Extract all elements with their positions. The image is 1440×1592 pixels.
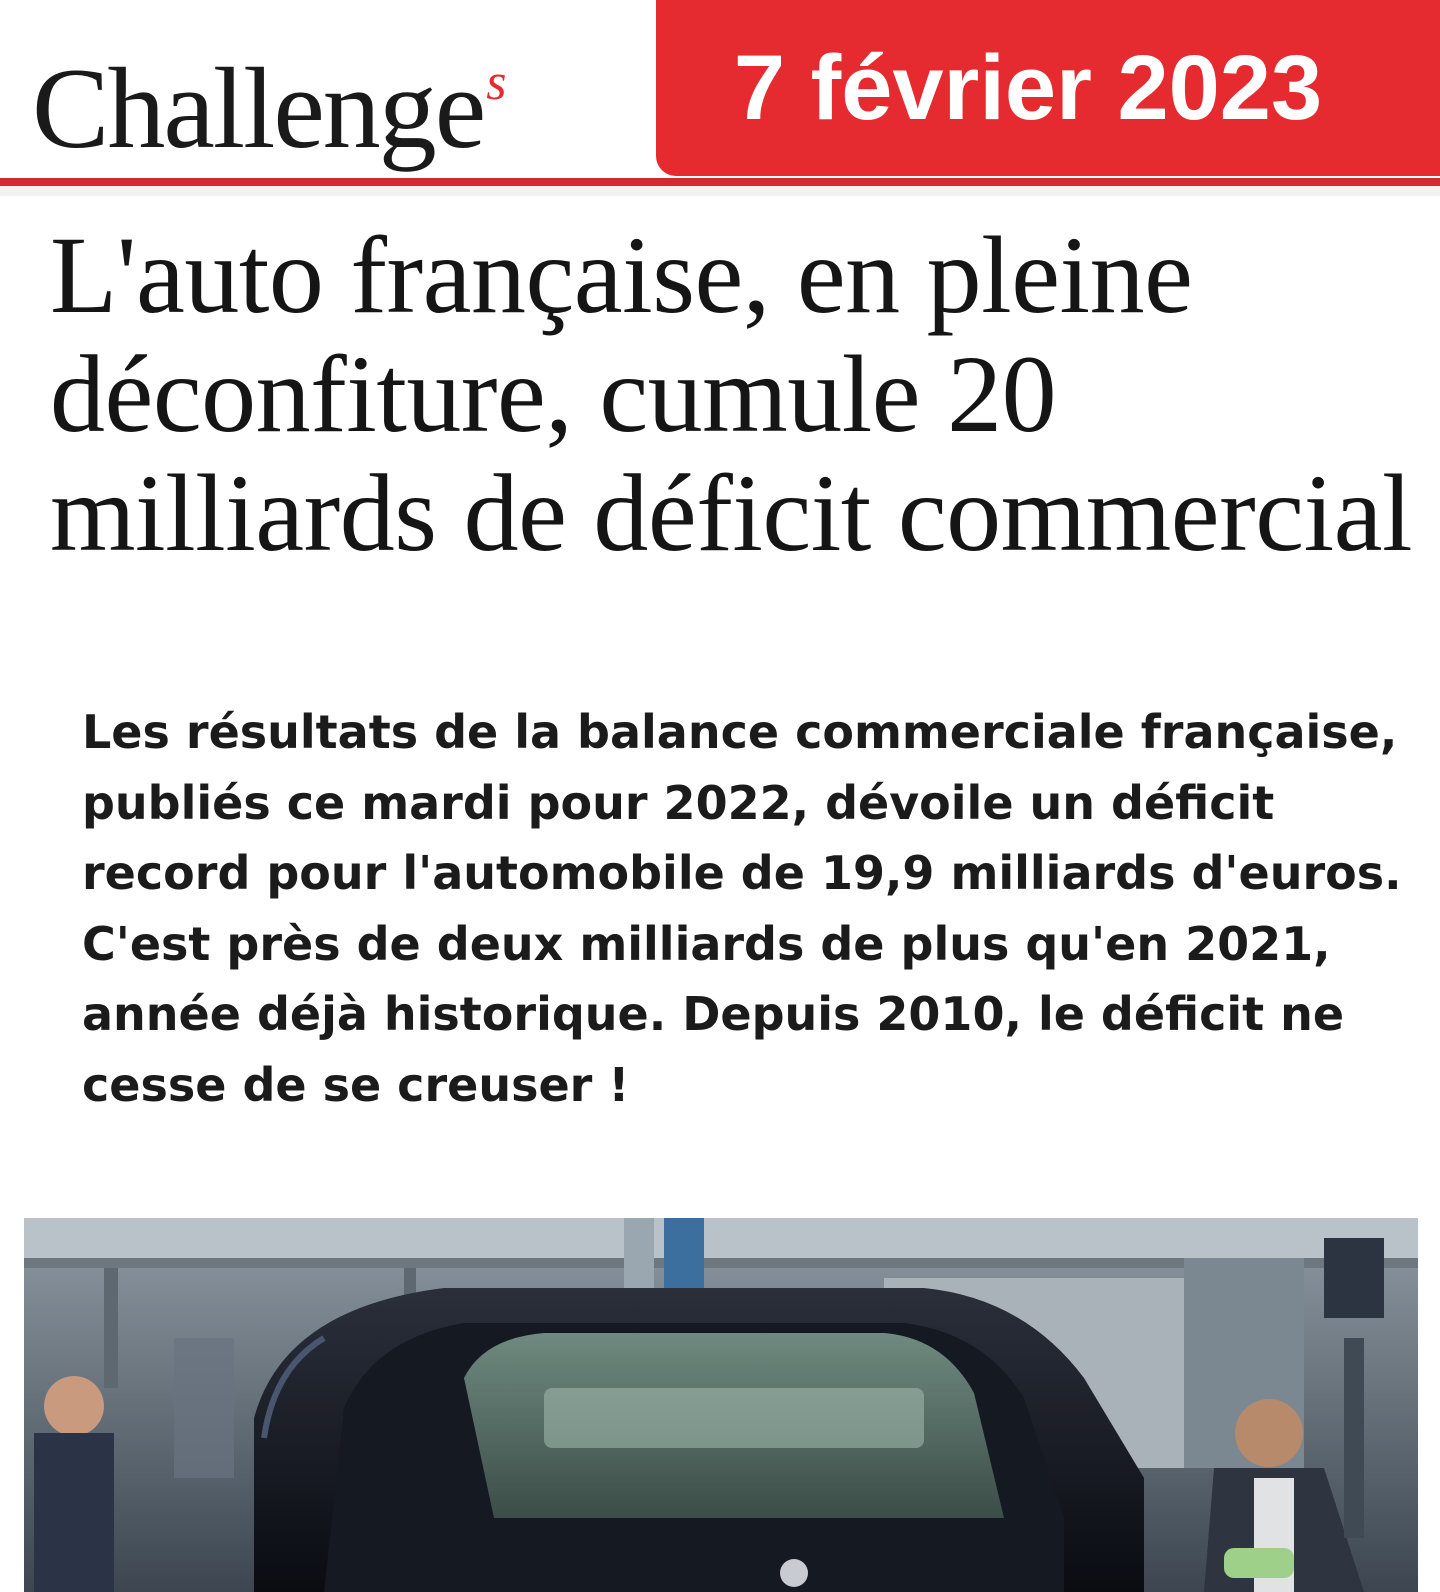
divider-shadow [0,186,1440,196]
masthead-divider [0,178,1440,186]
article-photo[interactable] [24,1218,1418,1592]
article-lede: Les résultats de la balance commerciale française, publiés ce mardi pour 2022, dévoile un déficit record pour l'automobile de 19,9 milliards d'euros. C'est près de deux milliards de plus qu'en 2021, année déjà historique. Depuis 2010, le déficit ne cesse de se creuser ! [82,705,1402,1112]
car-assembly-line-photo [24,1218,1418,1592]
date-badge [656,0,1440,176]
brand-logo-main: Challenge [32,45,485,173]
brand-logo-suffix: s [486,54,505,111]
masthead [0,0,1440,200]
publication-date: 7 février 2023 [733,36,1323,139]
brand-logo[interactable] [32,8,505,184]
article-headline: L'auto française, en pleine déconfiture, cumule 20 milliards de déficit commercial [50,214,1413,574]
